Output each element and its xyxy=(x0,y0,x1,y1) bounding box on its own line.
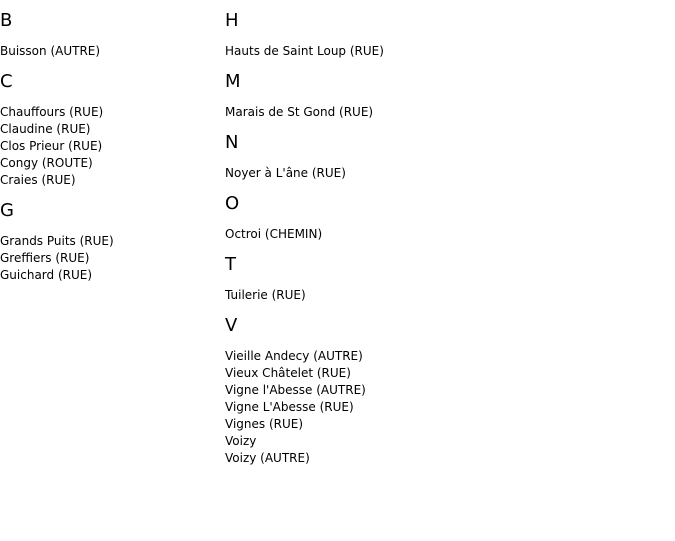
street-link[interactable]: Craies (RUE) xyxy=(0,173,76,187)
street-link[interactable]: Voizy xyxy=(225,434,257,448)
street-link[interactable]: Congy (ROUTE) xyxy=(0,156,93,170)
street-list xyxy=(225,348,665,467)
street-link[interactable]: Tuilerie (RUE) xyxy=(225,288,306,302)
letter-heading: O xyxy=(225,193,240,214)
street-link[interactable]: Chauffours (RUE) xyxy=(0,105,104,119)
letter-heading: H xyxy=(225,10,239,31)
street-link[interactable]: Grands Puits (RUE) xyxy=(0,234,114,248)
letter-group-h xyxy=(225,11,665,60)
letter-heading: V xyxy=(225,315,238,336)
street-link[interactable]: Clos Prieur (RUE) xyxy=(0,139,103,153)
street-link[interactable]: Buisson (AUTRE) xyxy=(0,44,101,58)
letter-group-v xyxy=(225,316,665,467)
letter-heading: T xyxy=(225,254,236,275)
street-list xyxy=(0,43,225,60)
street-link[interactable]: Vigne L'Abesse (RUE) xyxy=(225,400,354,414)
street-list xyxy=(225,43,665,60)
street-index-column-right xyxy=(225,0,665,477)
street-link[interactable]: Guichard (RUE) xyxy=(0,268,93,282)
street-link[interactable]: Octroi (CHEMIN) xyxy=(225,227,323,241)
street-list xyxy=(225,165,665,182)
letter-group-n xyxy=(225,133,665,182)
letter-group-o xyxy=(225,194,665,243)
street-link[interactable]: Marais de St Gond (RUE) xyxy=(225,105,374,119)
street-list xyxy=(0,233,225,284)
street-link[interactable]: Vignes (RUE) xyxy=(225,417,304,431)
street-link[interactable]: Noyer à L'âne (RUE) xyxy=(225,166,346,180)
street-list xyxy=(225,104,665,121)
letter-heading: G xyxy=(0,200,14,221)
letter-heading: N xyxy=(225,132,239,153)
street-list xyxy=(0,104,225,189)
letter-heading: B xyxy=(0,10,13,31)
street-link[interactable]: Hauts de Saint Loup (RUE) xyxy=(225,44,384,58)
letter-group-b xyxy=(0,11,225,60)
street-link[interactable]: Vieille Andecy (AUTRE) xyxy=(225,349,363,363)
street-list xyxy=(225,287,665,304)
letter-group-g xyxy=(0,201,225,284)
street-index-column-left xyxy=(0,0,225,294)
street-link[interactable]: Vigne l'Abesse (AUTRE) xyxy=(225,383,366,397)
street-link[interactable]: Vieux Châtelet (RUE) xyxy=(225,366,351,380)
street-list xyxy=(225,226,665,243)
street-link[interactable]: Claudine (RUE) xyxy=(0,122,91,136)
letter-heading: M xyxy=(225,71,241,92)
letter-group-m xyxy=(225,72,665,121)
street-link[interactable]: Greffiers (RUE) xyxy=(0,251,90,265)
street-link[interactable]: Voizy (AUTRE) xyxy=(225,451,310,465)
letter-heading: C xyxy=(0,71,13,92)
letter-group-c xyxy=(0,72,225,189)
letter-group-t xyxy=(225,255,665,304)
